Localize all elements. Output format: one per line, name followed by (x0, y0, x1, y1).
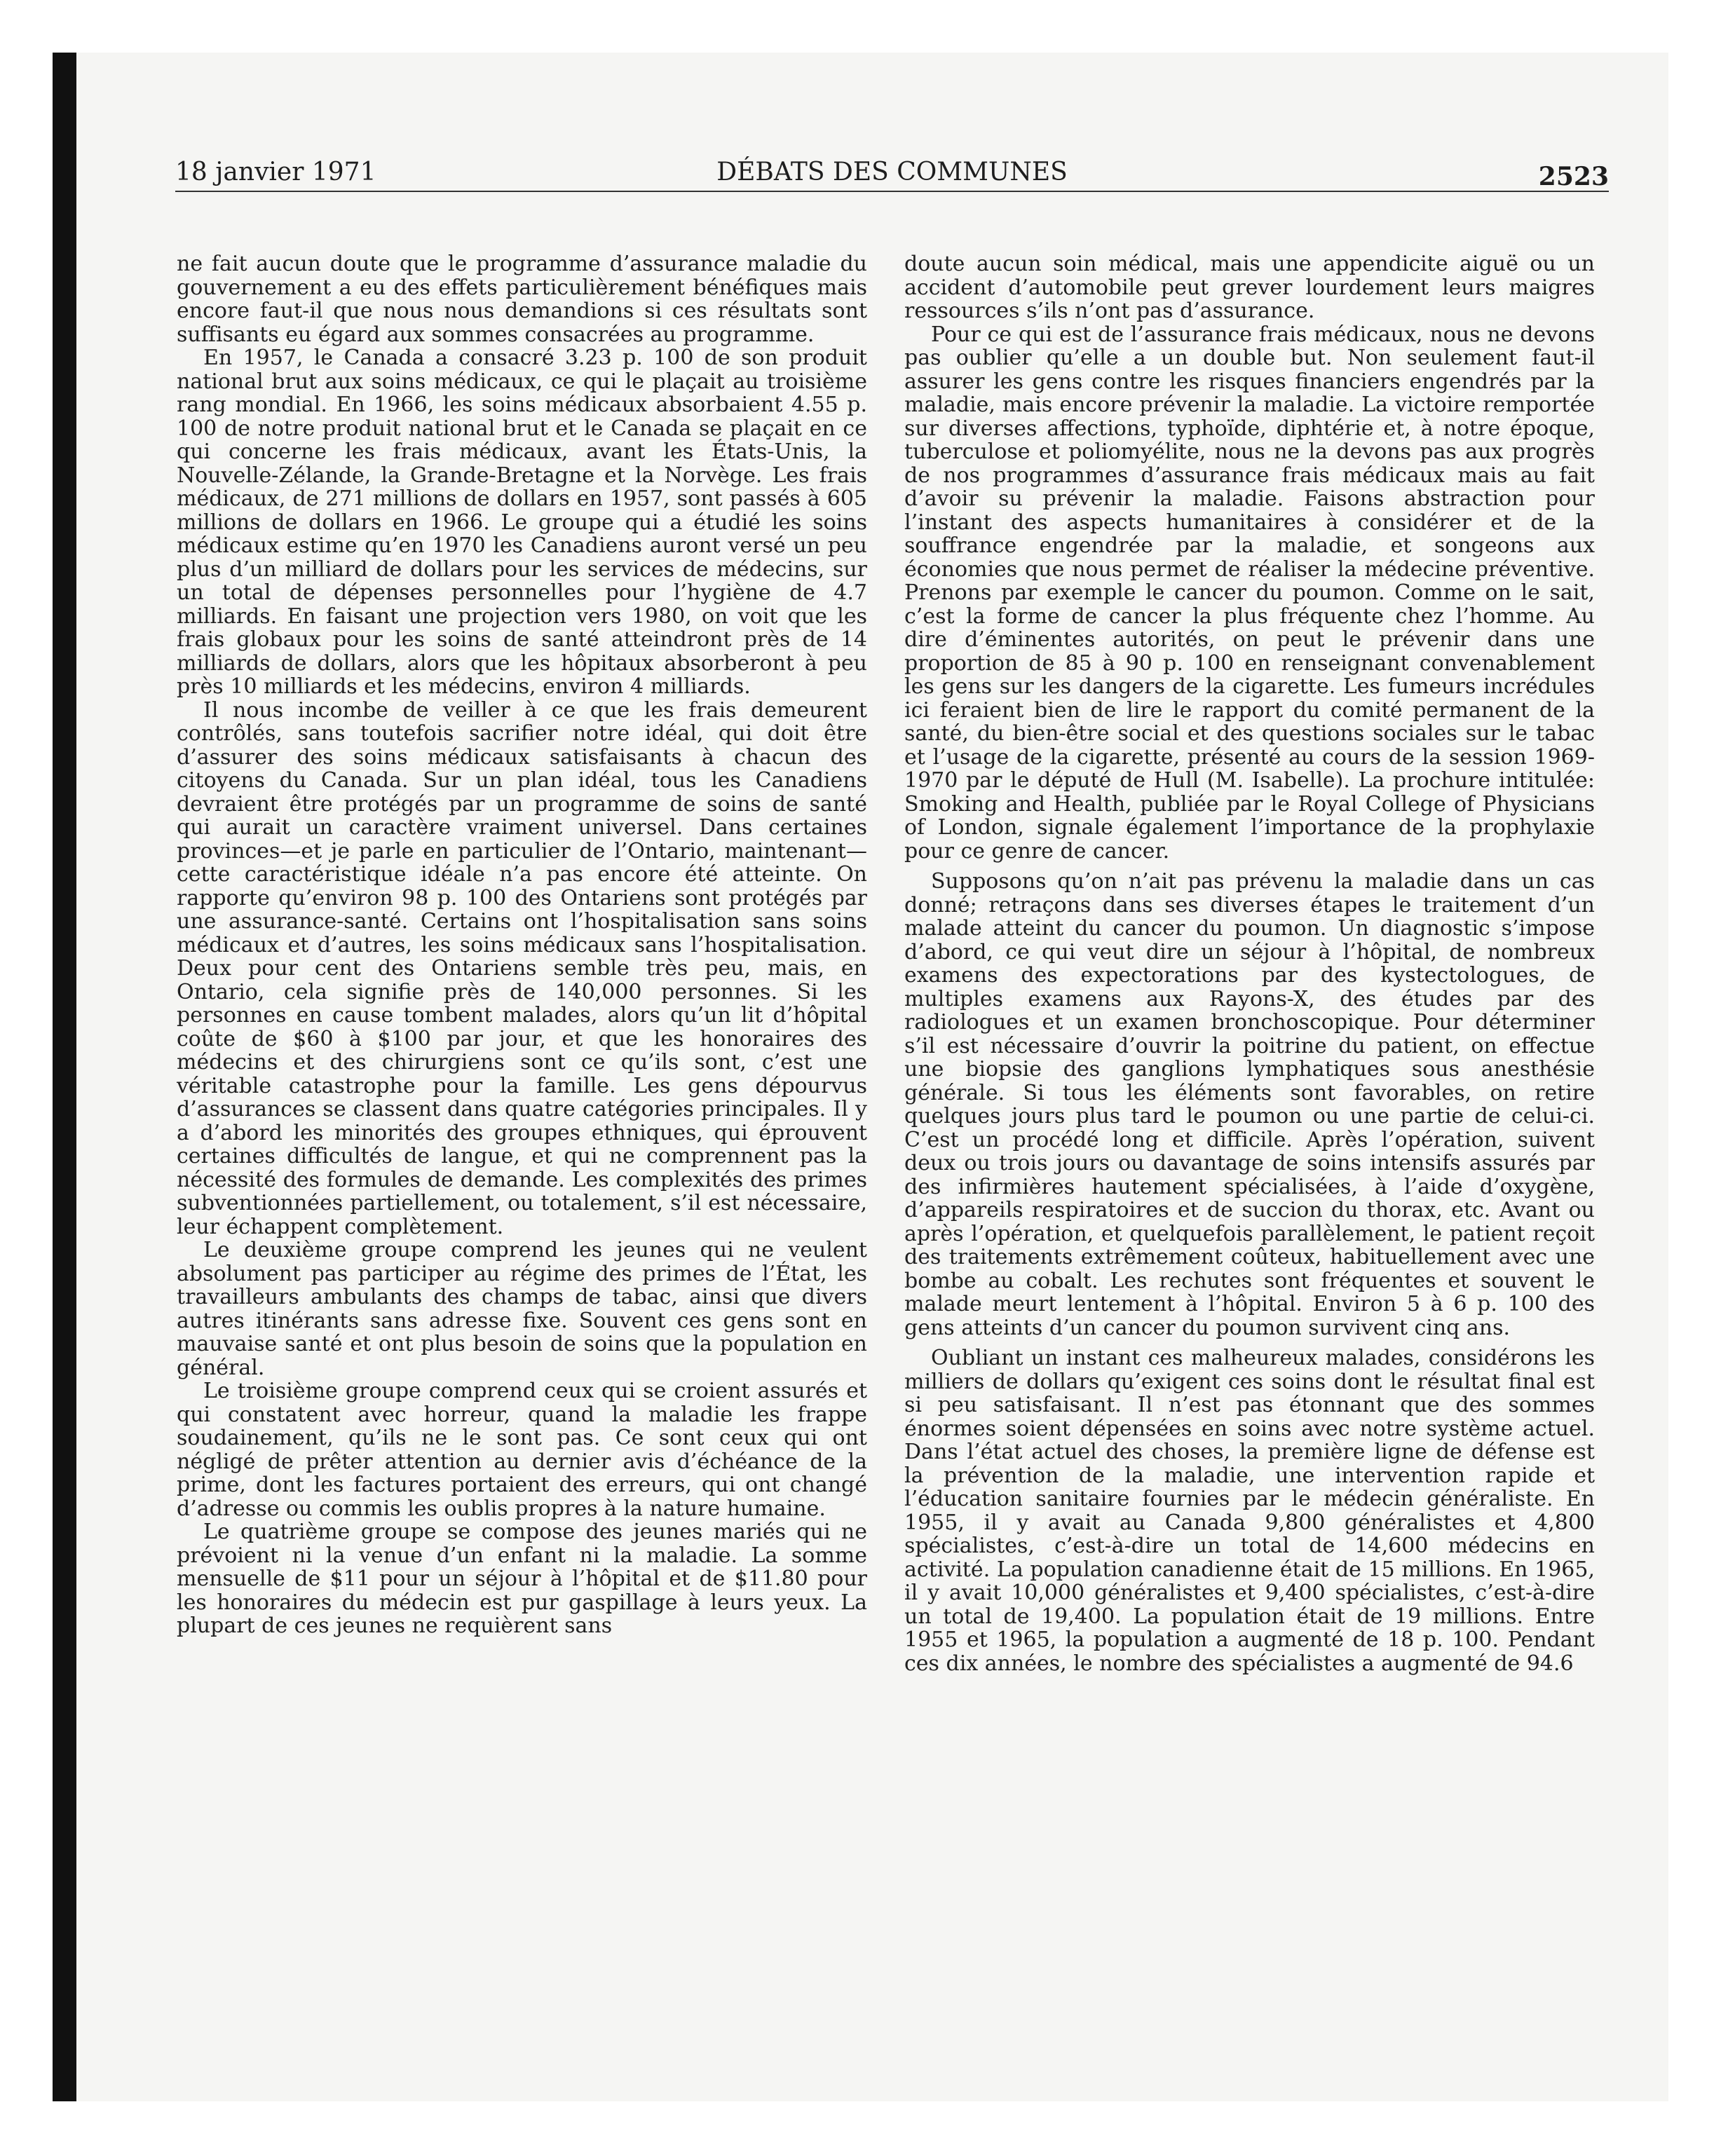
paragraph: Le quatrième groupe se compose des jeunes mariés qui ne prévoient ni la venue d’un enfant ni la maladie. La somme mensuelle de $11 pour un séjour à l’hôpital et de $11.80 pour les honoraires du médecin est pur gaspillage à leurs yeux. La plupart de ces jeunes ne requièrent sans (177, 1520, 867, 1638)
paragraph: Oubliant un instant ces malheureux malades, considérons les milliers de dollars qu’exigent ces soins dont le résultat final est si peu satisfaisant. Il n’est pas étonnant que des sommes énormes soient dépensées en soins avec notre système actuel. Dans l’état actuel des choses, la première ligne de défense est la prévention de la maladie, une intervention rapide et l’éducation sanitaire fournies par le médecin généraliste. En 1955, il y avait au Canada 9,800 généralistes et 4,800 spécialistes, c’est-à-dire un total de 14,600 médecins en activité. La population canadienne était de 15 millions. En 1965, il y avait 10,000 généralistes et 9,400 spécialistes, c’est-à-dire un total de 19,400. La population était de 19 millions. Entre 1955 et 1965, la population a augmenté de 18 p. 100. Pendant ces dix années, le nombre des spécialistes a augmenté de 94.6 (904, 1346, 1595, 1676)
header-rule (175, 191, 1609, 192)
paragraph: Pour ce qui est de l’assurance frais médicaux, nous ne devons pas oublier qu’elle a un double but. Non seulement faut-il assurer les gens contre les risques financiers engendrés par la maladie, mais encore prévenir la maladie. La victoire remportée sur diverses affections, typhoïde, diphtérie et, à notre époque, tuberculose et poliomyélite, nous ne la devons pas aux progrès de nos programmes d’assurance frais médicaux mais au fait d’avoir su prévenir la maladie. Faisons abstraction pour l’instant des aspects humanitaires à considérer et de la souffrance engendrée par la maladie, et songeons aux économies que nous permet de réaliser la médecine préventive. Prenons par exemple le cancer du poumon. Comme on le sait, c’est la forme de cancer la plus fréquente chez l’homme. Au dire d’éminentes autorités, on peut le prévenir dans une proportion de 85 à 90 p. 100 en renseignant convenablement les gens sur les dangers de la cigarette. Les fumeurs incrédules ici feraient bien de lire le rapport du comité permanent de la santé, du bien-être social et des questions sociales sur le tabac et l’usage de la cigarette, présenté au cours de la session 1969-1970 par le député de Hull (M. Isabelle). La prochure intitulée: Smoking and Health, publiée par le Royal College of Physicians of London, signale également l’importance de la prophylaxie pour ce genre de cancer. (904, 322, 1595, 864)
header-date: 18 janvier 1971 (175, 158, 376, 186)
paragraph: Supposons qu’on n’ait pas prévenu la maladie dans un cas donné; retraçons dans ses diverses étapes le traitement d’un malade atteint du cancer du poumon. Un diagnostic s’impose d’abord, ce qui veut dire un séjour à l’hôpital, de nombreux examens des expectorations par des kystectologues, de multiples examens aux Rayons-X, des études par des radiologues et un examen bronchoscopique. Pour déterminer s’il est nécessaire d’ouvrir la poitrine du patient, on effectue une biopsie des ganglions lymphatiques sous anesthésie générale. Si tous les éléments sont favorables, on retire quelques jours plus tard le poumon ou une partie de celui-ci. C’est un procédé long et difficile. Après l’opération, suivent deux ou trois jours ou davantage de soins intensifs assurés par des infirmières hautement spécialisées, à l’aide d’oxygène, d’appareils respiratoires et de succion du thorax, etc. Avant ou après l’opération, et quelquefois parallèlement, le patient reçoit des traitements extrêmement coûteux, habituellement avec une bombe au cobalt. Les rechutes sont fréquentes et souvent le malade meurt lentement à l’hôpital. Environ 5 à 6 p. 100 des gens atteints d’un cancer du poumon survivent cinq ans. (904, 869, 1595, 1340)
paragraph: Le troisième groupe comprend ceux qui se croient assurés et qui constatent avec horreur, quand la maladie les frappe soudainement, qu’ils ne le sont pas. Ce sont ceux qui ont négligé de prêter attention au dernier avis d’échéance de la prime, dont les factures portaient des erreurs, qui ont changé d’adresse ou commis les oublis propres à la nature humaine. (177, 1379, 867, 1521)
header-page-number: 2523 (1538, 162, 1609, 191)
paragraph: ne fait aucun doute que le programme d’assurance maladie du gouvernement a eu des effets particulièrement bénéfiques mais encore faut-il que nous nous demandions si ces résultats sont suffisants eu égard aux sommes consacrées au programme. (177, 252, 867, 347)
paragraph: doute aucun soin médical, mais une appendicite aiguë ou un accident d’automobile peut grever lourdement leurs maigres ressources s’ils n’ont pas d’assurance. (904, 252, 1595, 323)
paragraph: En 1957, le Canada a consacré 3.23 p. 100 de son produit national brut aux soins médicaux, ce qui le plaçait au troisième rang mondial. En 1966, les soins médicaux absorbaient 4.55 p. 100 de notre produit national brut et le Canada se plaçait en ce qui concerne les frais médicaux, avant les États-Unis, la Nouvelle-Zélande, la Grande-Bretagne et la Norvège. Les frais médicaux, de 271 millions de dollars en 1957, sont passés à 605 millions de dollars en 1966. Le groupe qui a étudié les soins médicaux estime qu’en 1970 les Canadiens auront versé un peu plus d’un milliard de dollars pour les services de médecins, sur un total de dépenses personnelles pour l’hygiène de 4.7 milliards. En faisant une projection vers 1980, on voit que les frais globaux pour les soins de santé atteindront près de 14 milliards de dollars, alors que les hôpitaux absorberont à peu près 10 milliards et les médecins, environ 4 milliards. (177, 346, 867, 699)
page-header (175, 156, 1609, 189)
paragraph: Le deuxième groupe comprend les jeunes qui ne veulent absolument pas participer au régime des primes de l’État, les travailleurs ambulants des champs de tabac, ainsi que divers autres itinérants sans adresse fixe. Souvent ces gens sont en mauvaise santé et ont plus besoin de soins que la population en général. (177, 1238, 867, 1380)
paragraph: Il nous incombe de veiller à ce que les frais demeurent contrôlés, sans toutefois sacrifier notre idéal, qui doit être d’assurer des soins médicaux satisfaisants à chacun des citoyens du Canada. Sur un plan idéal, tous les Canadiens devraient être protégés par un programme de soins de santé qui aurait un caractère vraiment universel. Dans certaines provinces—et je parle en particulier de l’Ontario, maintenant—cette caractéristique idéale n’a pas encore été atteinte. On rapporte qu’environ 98 p. 100 des Ontariens sont protégés par une assurance-santé. Certains ont l’hospitalisation sans soins médicaux et d’autres, les soins médicaux sans l’hospitalisation. Deux pour cent des Ontariens semble très peu, mais, en Ontario, cela signifie près de 140,000 personnes. Si les personnes en cause tombent malades, alors qu’un lit d’hôpital coûte de $60 à $100 par jour, et que les honoraires des médecins et des chirurgiens sont ce qu’ils sont, c’est une véritable catastrophe pour la famille. Les gens dépourvus d’assurances se classent dans quatre catégories principales. Il y a d’abord les minorités des groupes ethniques, qui éprouvent certaines difficultés de langue, et qui ne comprennent pas la nécessité des formules de demande. Les complexités des primes subventionnées partiellement, ou totalement, s’il est nécessaire, leur échappent complètement. (177, 697, 867, 1239)
right-column (904, 252, 1595, 2019)
scan-black-margin (53, 53, 76, 2101)
header-title: DÉBATS DES COMMUNES (716, 158, 1068, 186)
left-column (177, 252, 867, 2019)
